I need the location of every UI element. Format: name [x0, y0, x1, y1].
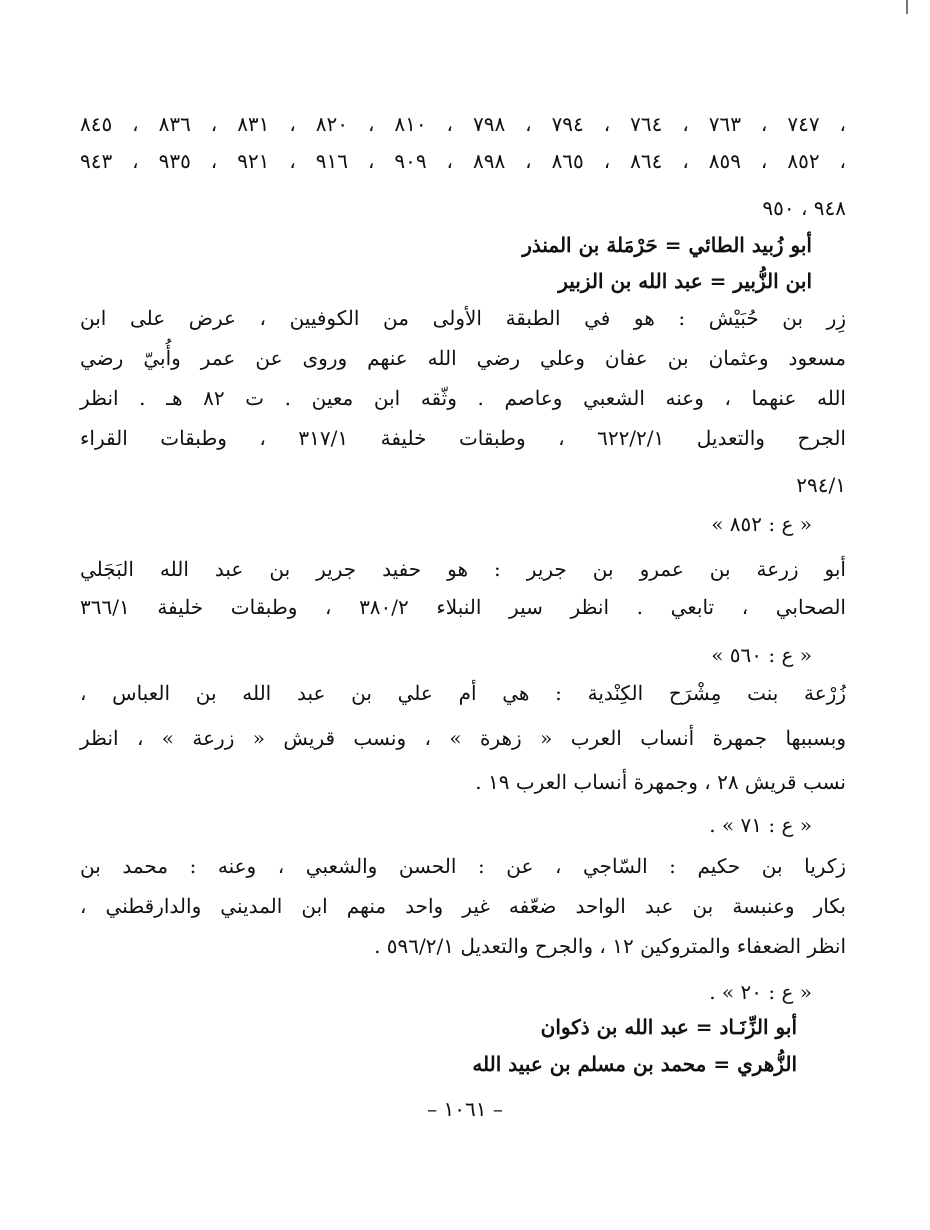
entry-line: مسعود وعثمان بن عفان وعلي رضي الله عنهم وروى عن عمر وأُبيّ رضي [80, 346, 846, 370]
entry-line: زكريا بن حكيم : السّاجي ، عن : الحسن والشعبي ، وعنه : محمد بن [80, 854, 846, 878]
ref-numbers-line-1: ٧٤٧ ، ٧٦٣ ، ٧٦٤ ، ٧٩٤ ، ٧٩٨ ، ٨١٠ ، ٨٢٠ ، ٨٣١ ، ٨٣٦ ، ٨٤٥ ، [80, 112, 846, 136]
entry-line: أبو زرعة بن عمرو بن جرير : هو حفيد جرير بن عبد الله البَجَلي [80, 557, 846, 581]
entry-line: ٢٩٤/١ [796, 473, 846, 497]
entry-line: الله عنهما ، وعنه الشعبي وعاصم . وثّقه ابن معين . ت ٨٢ هـ . انظر [80, 386, 846, 410]
entry-line: زِر بن حُبَيْش : هو في الطبقة الأولى من الكوفيين ، عرض على ابن [80, 306, 846, 330]
cross-ref-abu-zubaid: أبو زُبيد الطائي = حَرْمَلة بن المنذر [522, 233, 812, 257]
page-number: – ١٠٦١ – [427, 1097, 503, 1121]
entry-line: بكار وعنبسة بن عبد الواحد ضعّفه غير واحد منهم ابن المديني والدارقطني ، [80, 894, 846, 918]
cross-ref-zuhri: الزُّهري = محمد بن مسلم بن عبيد الله [472, 1052, 797, 1076]
scan-mark [906, 0, 908, 14]
entry-line: الجرح والتعديل ٦٢٢/٢/١ ، وطبقات خليفة ٣١٧/١ ، وطبقات القراء [80, 426, 846, 450]
entry-line: انظر الضعفاء والمتروكين ١٢ ، والجرح والتعديل ٥٩٦/٢/١ . [374, 934, 846, 958]
entry-ref: « ع : ٧١ » . [709, 813, 812, 837]
entry-line: زُرْعة بنت مِشْرَح الكِنْدية : هي أم علي بن عبد الله بن العباس ، [80, 681, 846, 705]
ref-numbers-line-2: ٨٥٢ ، ٨٥٩ ، ٨٦٤ ، ٨٦٥ ، ٨٩٨ ، ٩٠٩ ، ٩١٦ ، ٩٢١ ، ٩٣٥ ، ٩٤٣ ، [80, 149, 846, 173]
entry-line: الصحابي ، تابعي . انظر سير النبلاء ٣٨٠/٢ ، وطبقات خليفة ٣٦٦/١ [80, 595, 846, 619]
entry-line: وبسببها جمهرة أنساب العرب « زهرة » ، ونسب قريش « زرعة » ، انظر [80, 726, 846, 750]
cross-ref-ibn-zubair: ابن الزُّبير = عبد الله بن الزبير [558, 269, 812, 293]
cross-ref-abu-zinad: أبو الزِّنَـاد = عبد الله بن ذكوان [540, 1015, 797, 1039]
entry-ref: « ع : ٨٥٢ » [711, 512, 812, 536]
entry-line: نسب قريش ٢٨ ، وجمهرة أنساب العرب ١٩ . [475, 770, 846, 794]
entry-ref: « ع : ٥٦٠ » [711, 643, 812, 667]
entry-ref: « ع : ٢٠ » . [709, 980, 812, 1004]
ref-numbers-line-3: ٩٤٨ ، ٩٥٠ [762, 196, 846, 220]
